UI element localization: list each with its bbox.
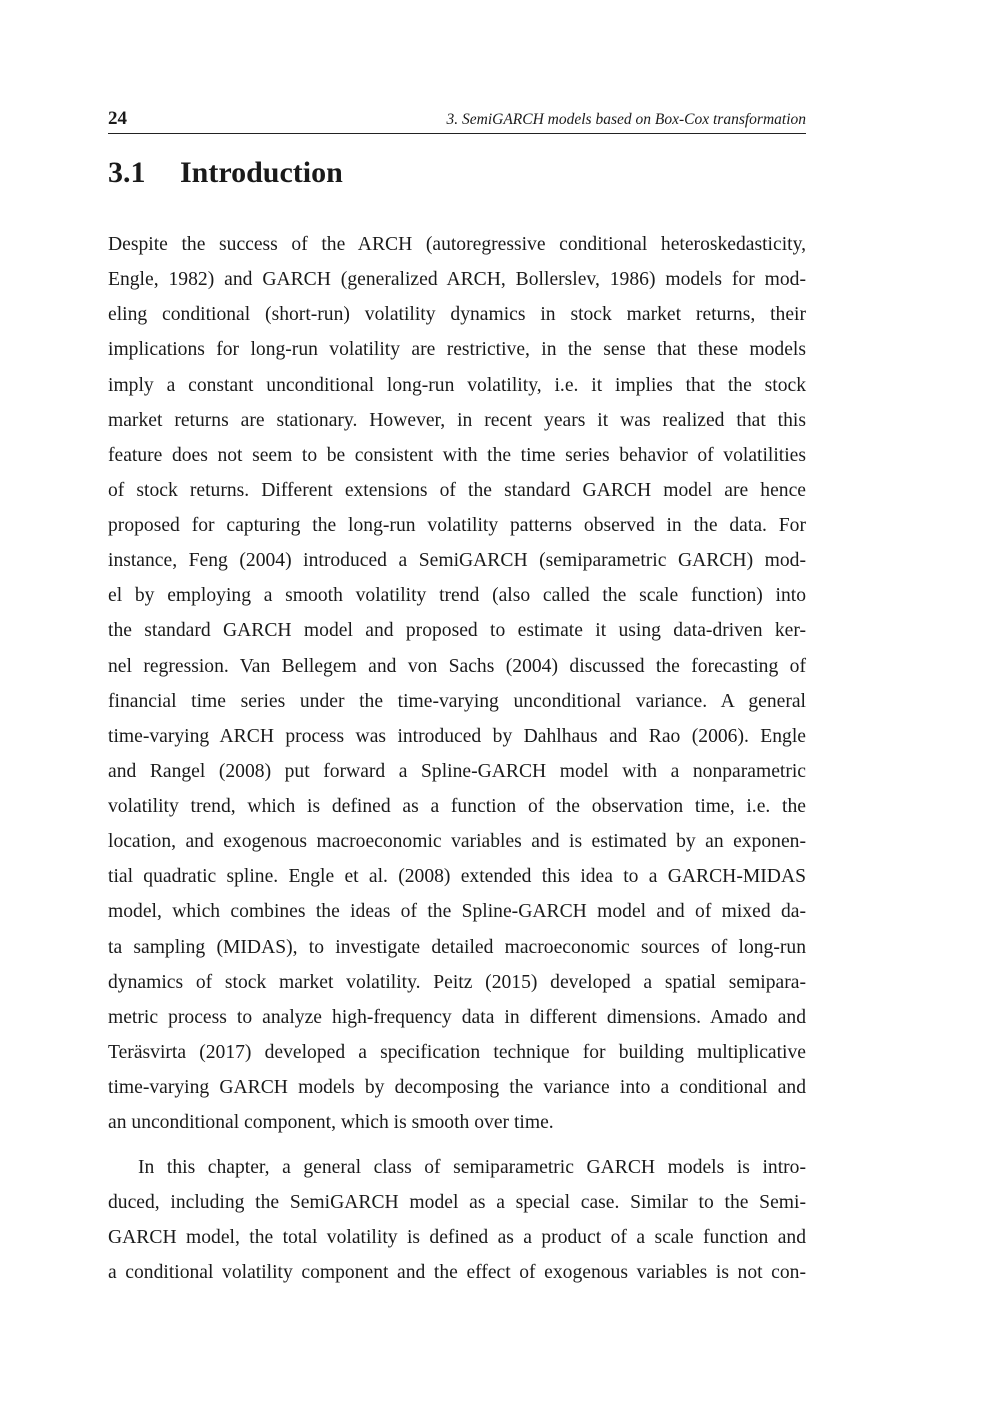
text-line: market returns are stationary. However, in recent years it was realized that this [108,409,806,431]
section-number: 3.1 [108,156,146,189]
text-line: a conditional volatility component and the effect of exogenous variables is not con- [108,1262,806,1284]
page-number: 24 [108,108,127,129]
section-title: Introduction [180,156,343,189]
paragraph-2 [108,1150,806,1291]
text-line: instance, Feng (2004) introduced a SemiGARCH (semiparametric GARCH) mod- [108,550,806,572]
text-line: time-varying GARCH models by decomposing the variance into a conditional and [108,1077,806,1098]
text-line: financial time series under the time-varying unconditional variance. A general [108,690,806,712]
text-line: eling conditional (short-run) volatility dynamics in stock market returns, their [108,304,806,326]
text-line: duced, including the SemiGARCH model as a special case. Similar to the Semi- [108,1192,806,1214]
text-line: feature does not seem to be consistent with the time series behavior of volatilities [108,444,806,466]
text-line: volatility trend, which is defined as a function of the observation time, i.e. the [108,796,806,817]
running-title: 3. SemiGARCH models based on Box-Cox transformation [446,111,806,128]
text-line: tial quadratic spline. Engle et al. (2008) extended this idea to a GARCH-MIDAS [108,866,806,888]
text-line: ta sampling (MIDAS), to investigate detailed macroeconomic sources of long-run [108,936,806,958]
text-line: location, and exogenous macroeconomic variables and is estimated by an exponen- [108,831,806,853]
text-line: implications for long-run volatility are restrictive, in the sense that these models [108,339,806,361]
text-line: of stock returns. Different extensions of the standard GARCH model are hence [108,479,806,501]
paragraph-1 [108,227,806,1140]
text-line: model, which combines the ideas of the Spline-GARCH model and of mixed da- [108,901,806,923]
text-line: proposed for capturing the long-run volatility patterns observed in the data. For [108,515,806,536]
text-line: imply a constant unconditional long-run volatility, i.e. it implies that the stock [108,374,806,396]
text-line: Teräsvirta (2017) developed a specification technique for building multiplicative [108,1041,806,1063]
text-line: an unconditional component, which is smooth over time. [108,1112,554,1134]
text-line: and Rangel (2008) put forward a Spline-GARCH model with a nonparametric [108,760,806,782]
text-line: nel regression. Van Bellegem and von Sachs (2004) discussed the forecasting of [108,655,806,677]
text-line: Engle, 1982) and GARCH (generalized ARCH, Bollerslev, 1986) models for mod- [108,269,806,291]
text-line: dynamics of stock market volatility. Peitz (2015) developed a spatial semipara- [108,971,806,993]
text-line: Despite the success of the ARCH (autoregressive conditional heteroskedasticity, [108,234,806,255]
text-line: In this chapter, a general class of semiparametric GARCH models is intro- [138,1157,806,1178]
text-line: the standard GARCH model and proposed to estimate it using data-driven ker- [108,620,806,642]
text-line: el by employing a smooth volatility trend (also called the scale function) into [108,585,806,607]
text-line: time-varying ARCH process was introduced by Dahlhaus and Rao (2006). Engle [108,725,806,747]
text-line: metric process to analyze high-frequency data in different dimensions. Amado and [108,1006,806,1028]
text-line: GARCH model, the total volatility is defined as a product of a scale function and [108,1227,806,1249]
page-header [108,108,806,134]
section-heading [108,156,343,190]
